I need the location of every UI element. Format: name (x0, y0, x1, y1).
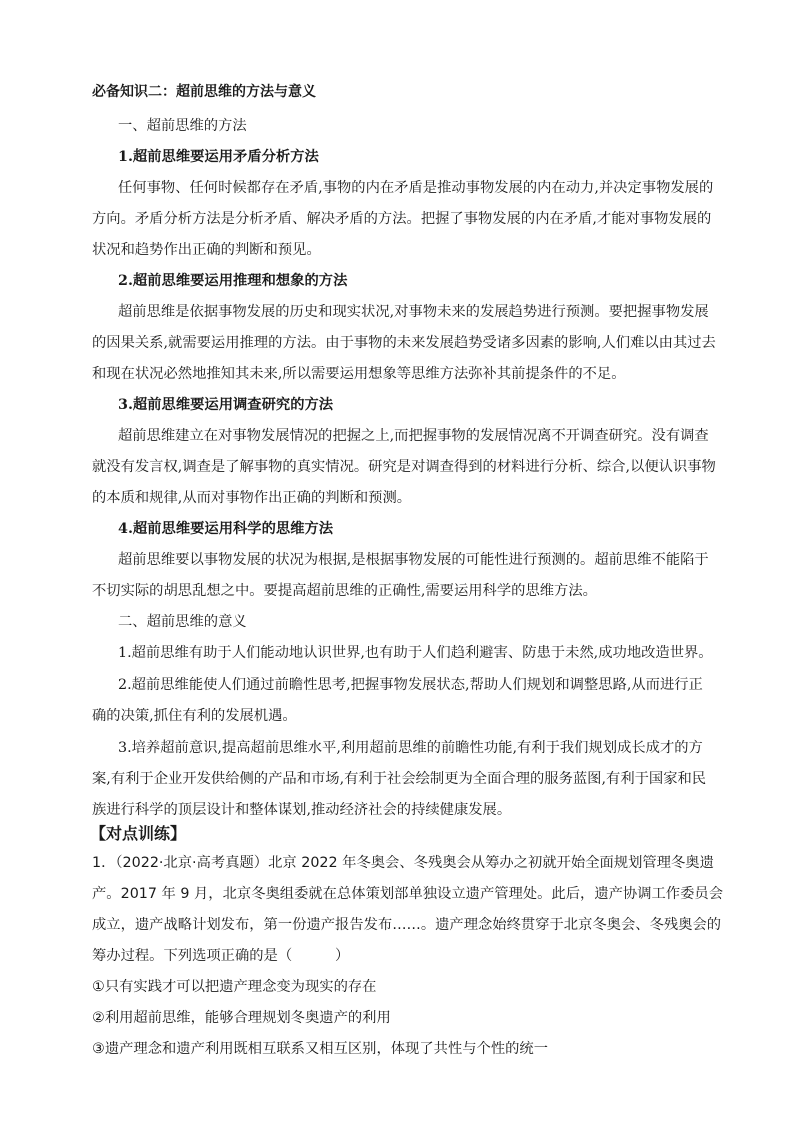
method2-line-3: 和现在状况必然地推知其未来,所以需要运用想象等思维方法弥补其前提条件的不足。 (92, 366, 626, 382)
question1-line-4: 筹办过程。下列选项正确的是（ ） (92, 948, 350, 964)
method3-line-1: 超前思维建立在对事物发展情况的把握之上,而把握事物的发展情况离不开调查研究。没有调查 (118, 428, 709, 444)
method1-line-2: 方向。矛盾分析方法是分析矛盾、解决矛盾的方法。把握了事物发展的内在矛盾,才能对事物发展的 (92, 211, 712, 227)
meaning3-line-2: 案,有利于企业开发供给侧的产品和市场,有利于社会绘制更为全面合理的服务蓝图,有利于国家和民 (92, 771, 707, 787)
part2-heading: 二、超前思维的意义 (118, 614, 247, 630)
question1-option-2: ②利用超前思维，能够合理规划冬奥遗产的利用 (92, 1010, 391, 1026)
meaning2-line-1: 2.超前思维能使人们通过前瞻性思考,把握事物发展状态,帮助人们规划和调整思路,从而进行正 (118, 677, 703, 693)
method4-line-2: 不切实际的胡思乱想之中。要提高超前思维的正确性,需要运用科学的思维方法。 (92, 583, 597, 599)
method2-line-2: 的因果关系,就需要运用推理的方法。由于事物的未来发展趋势受诸多因素的影响,人们难以由其过去 (92, 335, 716, 351)
question1-line-3: 成立，遗产战略计划发布，第一份遗产报告发布……。遗产理念始终贯穿于北京冬奥会、冬残奥会的 (92, 917, 722, 933)
method2-line-1: 超前思维是依据事物发展的历史和现实状况,对事物未来的发展趋势进行预测。要把握事物发展 (118, 304, 709, 320)
question1-option-1: ①只有实践才可以把遗产理念变为现实的存在 (92, 979, 377, 995)
question1-option-3: ③遗产理念和遗产利用既相互联系又相互区别，体现了共性与个性的统一 (92, 1041, 549, 1057)
meaning3-line-1: 3.培养超前意识,提高超前思维水平,利用超前思维的前瞻性功能,有利于我们规划成长成才的方 (118, 740, 703, 756)
training-heading: 【对点训练】 (90, 824, 187, 843)
method2-title: 2.超前思维要运用推理和想象的方法 (118, 273, 348, 289)
section-title: 必备知识二：超前思维的方法与意义 (92, 84, 316, 100)
method4-title: 4.超前思维要运用科学的思维方法 (118, 521, 334, 537)
method1-title: 1.超前思维要运用矛盾分析方法 (118, 149, 319, 165)
meaning3-line-3: 族进行科学的顶层设计和整体谋划,推动经济社会的持续健康发展。 (92, 802, 512, 818)
method3-line-3: 的本质和规律,从而对事物作出正确的判断和预测。 (92, 490, 412, 506)
part1-heading: 一、超前思维的方法 (118, 118, 247, 134)
meaning1: 1.超前思维有助于人们能动地认识世界,也有助于人们趋利避害、防患于未然,成功地改造世界。 (118, 645, 713, 661)
question1-line-1: 1．（2022·北京·高考真题）北京 2022 年冬奥会、冬残奥会从筹办之初就开始全面规划管理冬奥遗 (92, 855, 714, 871)
method3-line-2: 就没有发言权,调查是了解事物的真实情况。研究是对调查得到的材料进行分析、综合,以便认识事物 (92, 459, 716, 475)
meaning2-line-2: 确的决策,抓住有利的发展机遇。 (92, 708, 297, 724)
method1-line-1: 任何事物、任何时候都存在矛盾,事物的内在矛盾是推动事物发展的内在动力,并决定事物发展的 (118, 180, 714, 196)
method3-title: 3.超前思维要运用调查研究的方法 (118, 397, 334, 413)
question1-line-2: 产。2017 年 9 月，北京冬奥组委就在总体策划部单独设立遗产管理处。此后，遗产协调工作委员会 (92, 886, 723, 902)
method1-line-3: 状况和趋势作出正确的判断和预见。 (92, 242, 321, 258)
method4-line-1: 超前思维要以事物发展的状况为根据,是根据事物发展的可能性进行预测的。超前思维不能陷于 (118, 552, 709, 568)
